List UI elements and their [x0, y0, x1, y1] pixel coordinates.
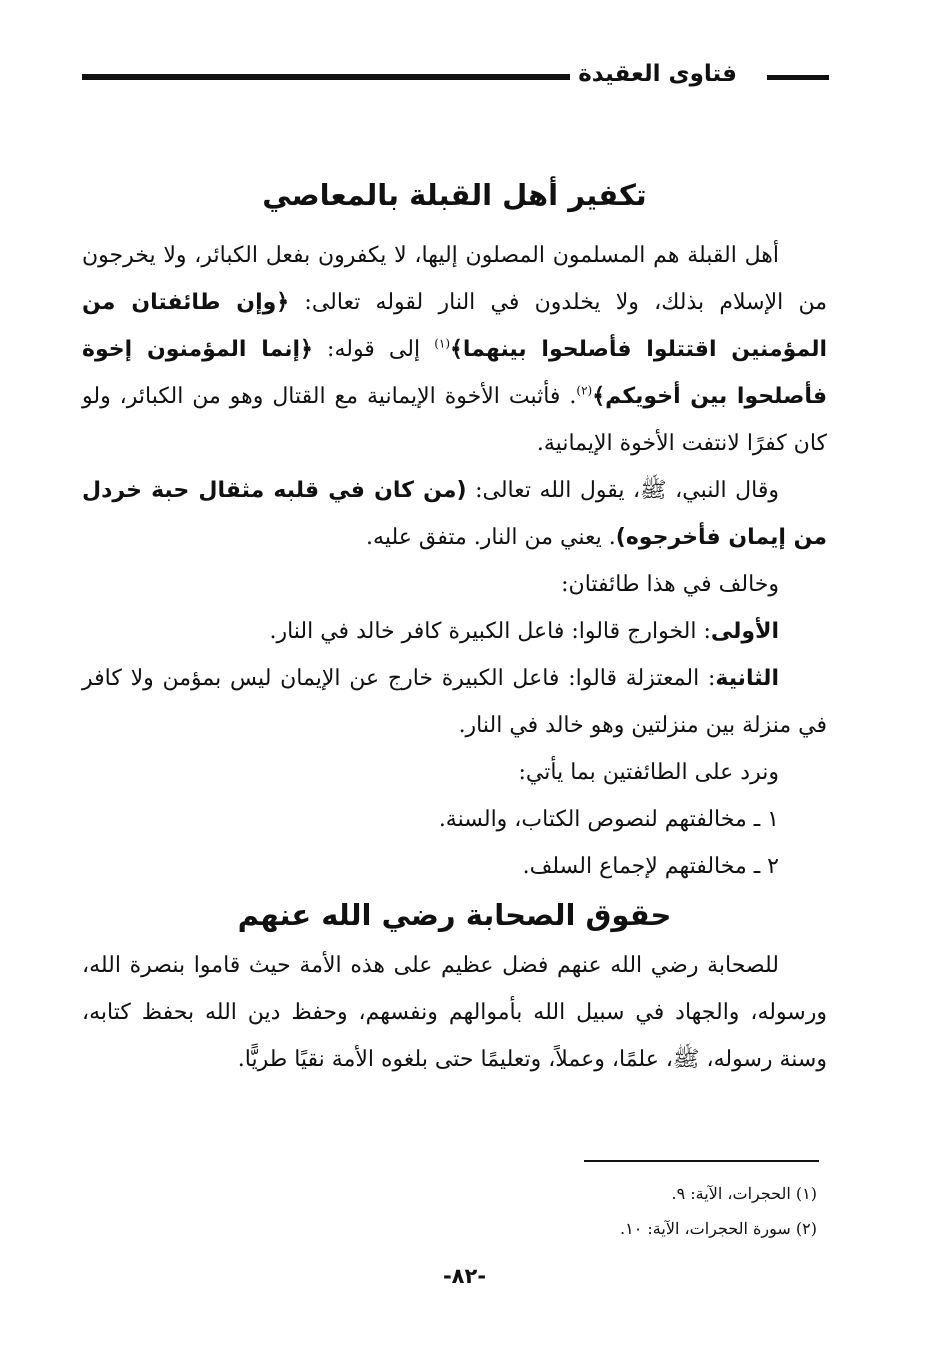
running-header	[82, 52, 829, 96]
header-rule	[82, 74, 570, 80]
first-group	[82, 608, 827, 655]
paragraph-text: . فأثبت الأخوة الإيمانية مع القتال وهو من الكبائر، ولو كان كفرًا لانتفت الأخوة الإيمانية.	[82, 384, 827, 456]
second-group	[82, 655, 827, 749]
quran-quote: ﴿وإن طائفتان من المؤمنين اقتتلوا فأصلحوا بينهما﴾	[82, 290, 827, 362]
footnote: (٢) سورة الحجرات، الآية: ١٠.	[620, 1219, 817, 1238]
second-group-label: الثانية	[715, 666, 779, 691]
quran-quote: ﴿إنما المؤمنون إخوة فأصلحوا بين أخويكم﴾	[82, 337, 827, 409]
paragraph-text: إلى قوله:	[312, 337, 435, 362]
footnote-ref: (١)	[434, 336, 451, 351]
hadith-quote: (من كان في قلبه مثقال حبة خردل من إيمان فأخرجوه)	[82, 478, 827, 550]
header-dash	[767, 75, 829, 80]
paragraph-text: وقال النبي، ﷺ، يقول الله تعالى:	[466, 478, 779, 503]
first-group-text: : الخوارج قالوا: فاعل الكبيرة كافر خالد في النار.	[269, 619, 711, 644]
first-group-label: الأولى	[710, 619, 779, 644]
second-group-text: : المعتزلة قالوا: فاعل الكبيرة خارج عن الإيمان ليس بمؤمن ولا كافر في منزلة بين منزلتين وهو خالد في النار.	[82, 666, 827, 738]
paragraph-4: ونرد على الطائفتين بما يأتي:	[518, 760, 779, 785]
page-body	[82, 170, 827, 1083]
running-title: فتاوى العقيدة	[578, 61, 737, 87]
paragraph-3: وخالف في هذا طائفتان:	[561, 572, 779, 597]
footnote: (١) الحجرات، الآية: ٩.	[671, 1184, 817, 1203]
section-title-2: حقوق الصحابة رضي الله عنهم	[237, 898, 672, 932]
paragraph-text: . يعني من النار. متفق عليه.	[366, 525, 616, 550]
footnote-ref: (٢)	[576, 383, 593, 398]
paragraph-text: أهل القبلة هم المسلمون المصلون إليها، لا يكفرون بفعل الكبائر، ولا يخرجون من الإسلام بذلك، ولا يخلدون في النار لقوله تعالى:	[82, 243, 828, 315]
page-number: -٨٢-	[442, 1264, 487, 1288]
paragraph-2	[82, 467, 827, 561]
paragraph-5: للصحابة رضي الله عنهم فضل عظيم على هذه الأمة حيث قاموا بنصرة الله، ورسوله، والجهاد في سبيل الله بأموالهم ونفسهم، وحفظ دين الله بحفظ كتابه، وسنة رسوله، ﷺ، علمًا، وعملاً، وتعليمًا حتى بلغوه الأمة نقيًا طريًّا.	[82, 953, 827, 1072]
footnote-rule	[584, 1160, 819, 1162]
section-title-1: تكفير أهل القبلة بالمعاصي	[262, 178, 647, 212]
list-item: ٢ ـ مخالفتهم لإجماع السلف.	[522, 854, 779, 879]
footnotes	[620, 1176, 817, 1246]
paragraph-1	[82, 232, 827, 467]
list-item: ١ ـ مخالفتهم لنصوص الكتاب، والسنة.	[438, 807, 779, 832]
